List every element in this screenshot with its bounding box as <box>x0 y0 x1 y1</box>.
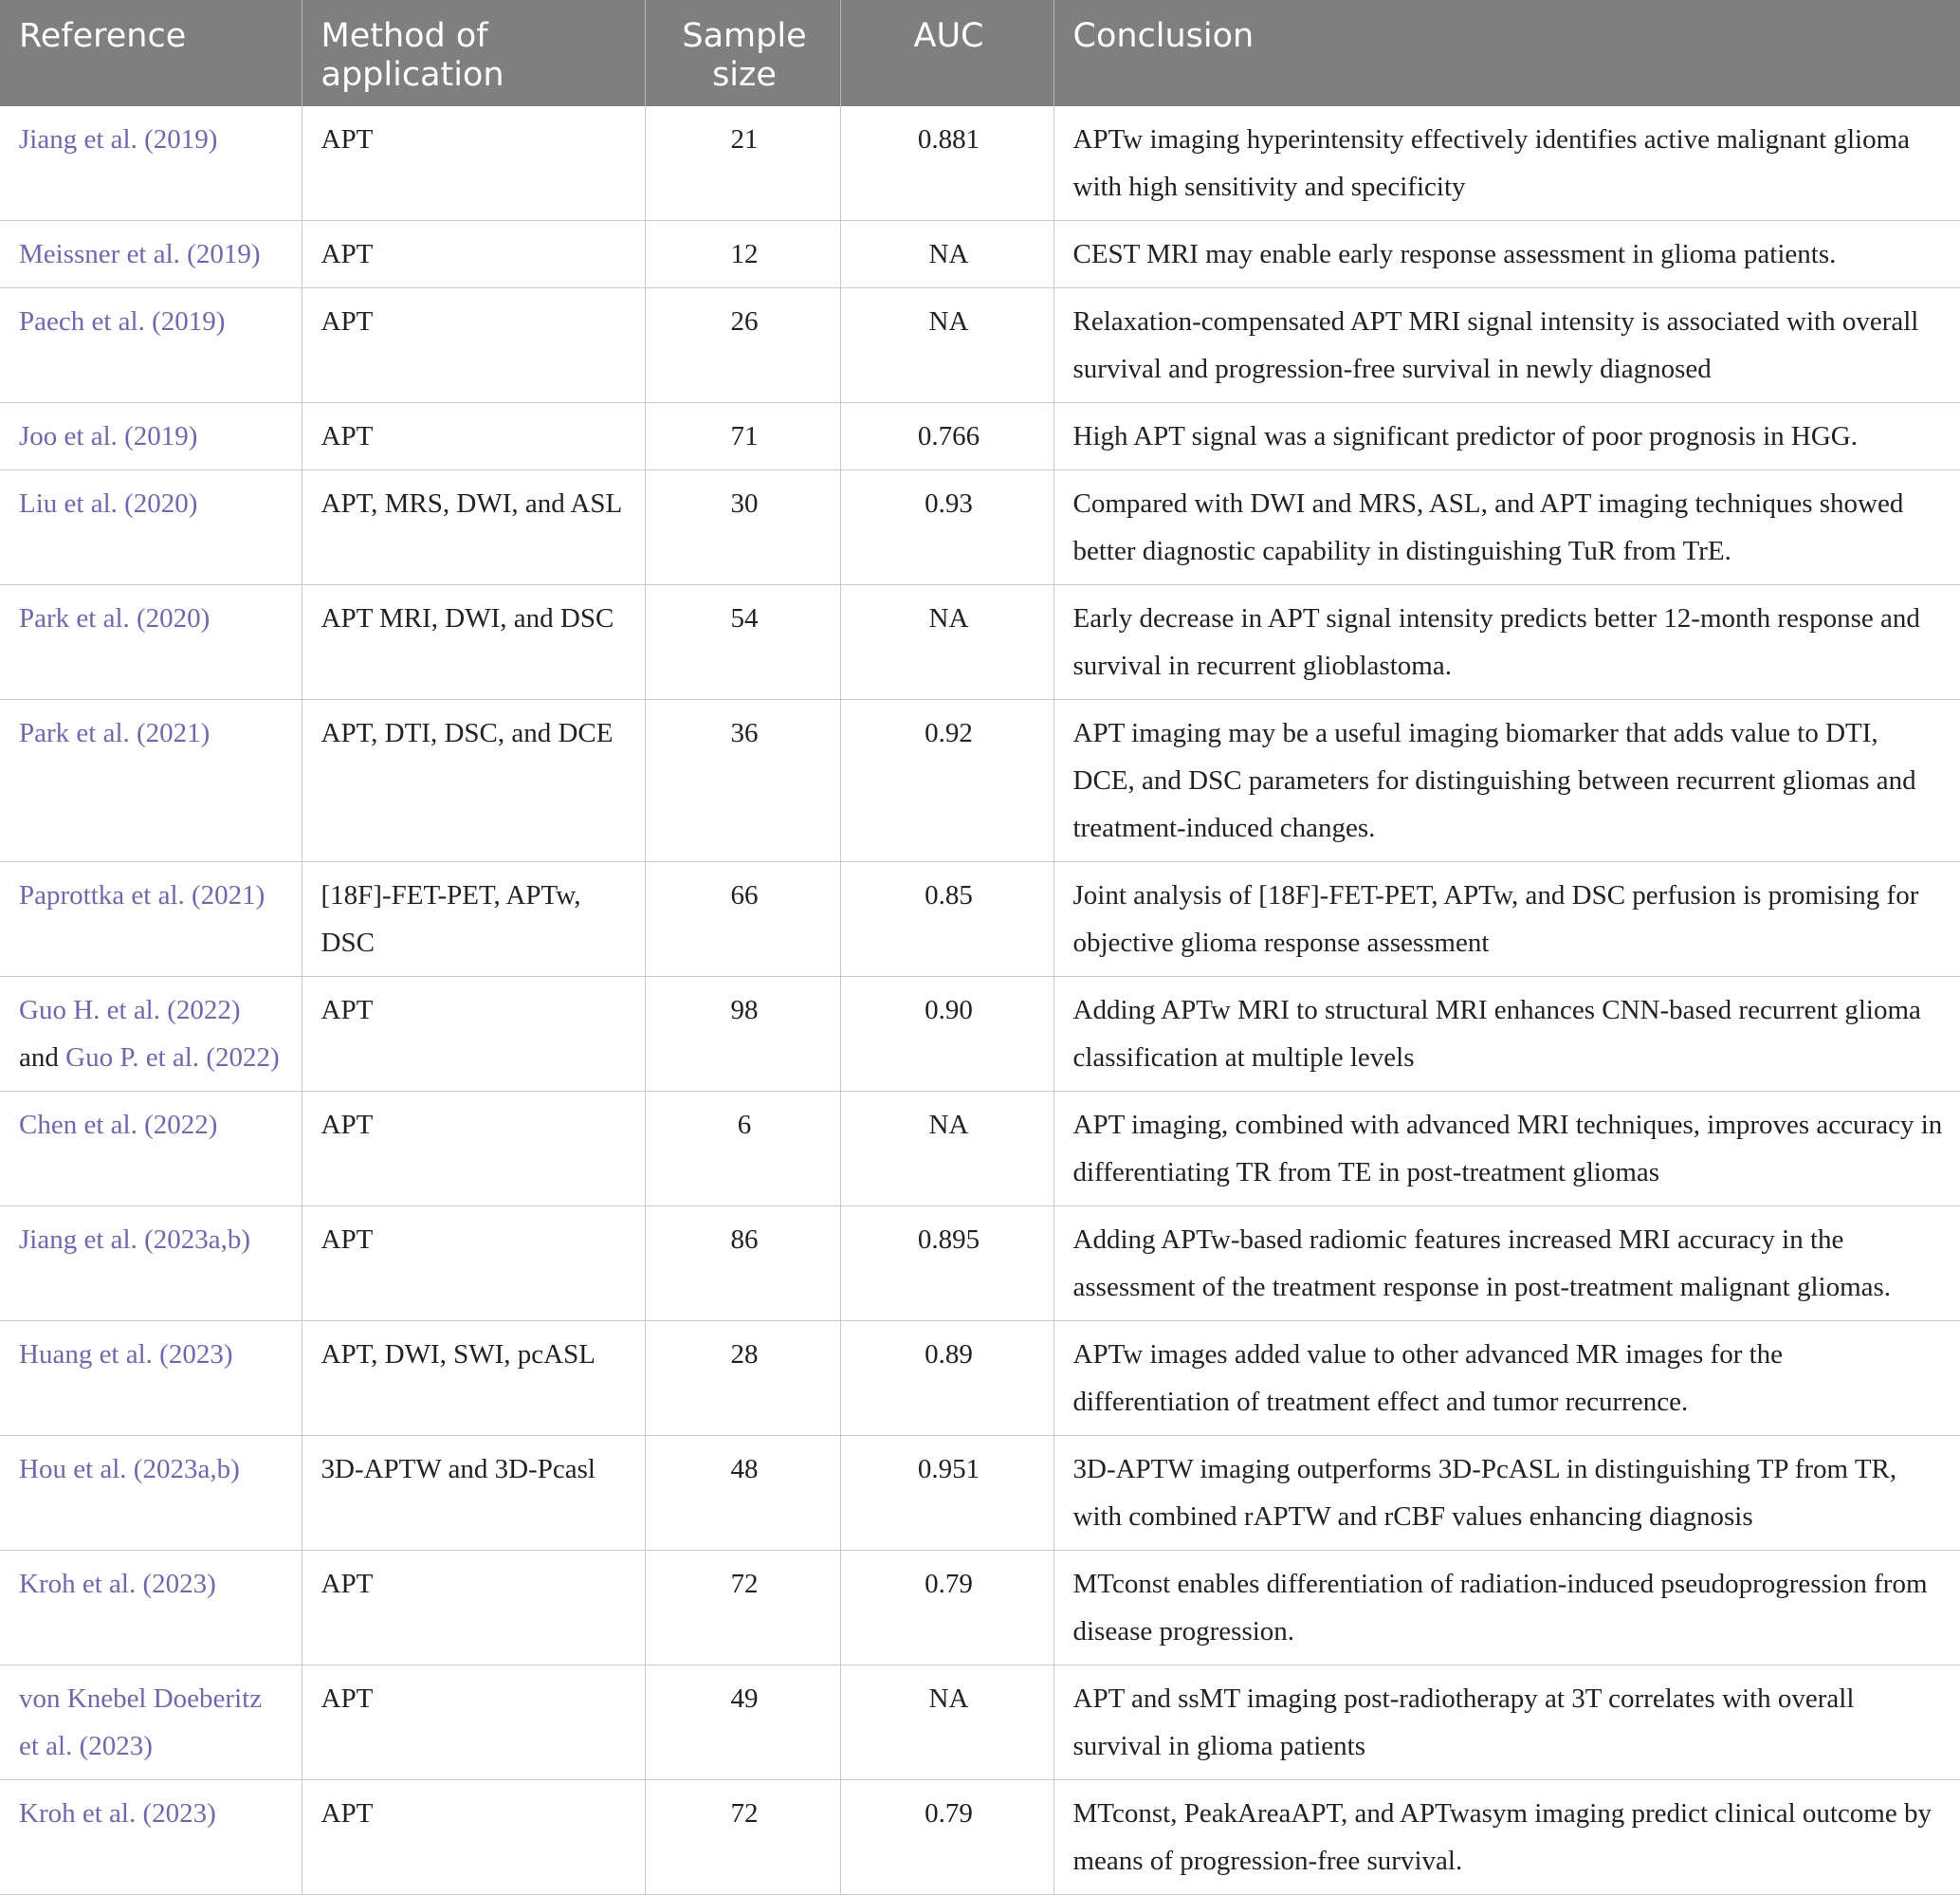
table-row <box>0 1321 1960 1436</box>
cell-reference <box>0 585 302 700</box>
cell-method: APT, DTI, DSC, and DCE <box>302 700 645 862</box>
reference-link[interactable]: von Knebel Doeberitz et al. (2023) <box>19 1683 263 1761</box>
cell-sample-size: 49 <box>645 1665 840 1780</box>
cell-method: [18F]-FET-PET, APTw, DSC <box>302 862 645 977</box>
cell-sample-size: 6 <box>645 1092 840 1206</box>
reference-link[interactable]: Hou et al. (2023a,b) <box>19 1454 240 1484</box>
cell-sample-size: 72 <box>645 1551 840 1665</box>
cell-conclusion: APTw imaging hyperintensity effectively identifies active malignant glioma with high sensitivity and specificity <box>1053 106 1960 221</box>
table-row <box>0 106 1960 221</box>
cell-sample-size: 26 <box>645 288 840 403</box>
cell-auc: 0.92 <box>840 700 1053 862</box>
cell-sample-size: 98 <box>645 977 840 1092</box>
cell-auc: 0.895 <box>840 1206 1053 1321</box>
reference-link[interactable]: Liu et al. (2020) <box>19 488 198 519</box>
table-row <box>0 403 1960 470</box>
cell-reference <box>0 1436 302 1551</box>
cell-sample-size: 28 <box>645 1321 840 1436</box>
cell-auc: NA <box>840 1092 1053 1206</box>
cell-reference <box>0 403 302 470</box>
reference-link[interactable]: Paech et al. (2019) <box>19 306 226 337</box>
cell-reference <box>0 221 302 288</box>
cell-method: APT <box>302 403 645 470</box>
reference-link[interactable]: Jiang et al. (2019) <box>19 124 218 155</box>
cell-reference <box>0 1551 302 1665</box>
reference-link[interactable]: Paprottka et al. (2021) <box>19 880 266 911</box>
table-row <box>0 1780 1960 1895</box>
reference-join-text: and <box>19 1042 59 1073</box>
cell-auc: 0.79 <box>840 1780 1053 1895</box>
cell-reference <box>0 470 302 585</box>
cell-method: APT <box>302 106 645 221</box>
cell-sample-size: 86 <box>645 1206 840 1321</box>
cell-method: APT <box>302 1206 645 1321</box>
cell-conclusion: High APT signal was a significant predictor of poor prognosis in HGG. <box>1053 403 1960 470</box>
table-row <box>0 1551 1960 1665</box>
cell-auc: 0.951 <box>840 1436 1053 1551</box>
cell-conclusion: Early decrease in APT signal intensity predicts better 12-month response and survival in recurrent glioblastoma. <box>1053 585 1960 700</box>
cell-method: APT <box>302 221 645 288</box>
cell-conclusion: APT and ssMT imaging post-radiotherapy at 3T correlates with overall survival in glioma patients <box>1053 1665 1960 1780</box>
cell-auc: 0.79 <box>840 1551 1053 1665</box>
cell-reference <box>0 288 302 403</box>
cell-reference <box>0 1206 302 1321</box>
cell-reference <box>0 1321 302 1436</box>
cell-conclusion: MTconst, PeakAreaAPT, and APTwasym imaging predict clinical outcome by means of progression-free survival. <box>1053 1780 1960 1895</box>
reference-link[interactable]: Huang et al. (2023) <box>19 1339 233 1370</box>
cell-reference <box>0 977 302 1092</box>
table-row <box>0 470 1960 585</box>
header-sample-size: Sample size <box>645 0 840 106</box>
cell-conclusion: APT imaging may be a useful imaging biomarker that adds value to DTI, DCE, and DSC parameters for distinguishing between recurrent gliomas and treatment-induced changes. <box>1053 700 1960 862</box>
header-method: Method of application <box>302 0 645 106</box>
cell-auc: 0.89 <box>840 1321 1053 1436</box>
reference-link[interactable]: Jiang et al. (2023a,b) <box>19 1224 251 1255</box>
cell-method: APT, MRS, DWI, and ASL <box>302 470 645 585</box>
cell-sample-size: 71 <box>645 403 840 470</box>
cell-reference <box>0 862 302 977</box>
table-row <box>0 221 1960 288</box>
cell-auc: 0.85 <box>840 862 1053 977</box>
cell-method: APT <box>302 1780 645 1895</box>
cell-conclusion: Compared with DWI and MRS, ASL, and APT imaging techniques showed better diagnostic capability in distinguishing TuR from TrE. <box>1053 470 1960 585</box>
cell-sample-size: 66 <box>645 862 840 977</box>
table-row <box>0 1665 1960 1780</box>
cell-method: APT <box>302 1665 645 1780</box>
header-reference: Reference <box>0 0 302 106</box>
cell-conclusion: 3D-APTW imaging outperforms 3D-PcASL in distinguishing TP from TR, with combined rAPTW and rCBF values enhancing diagnosis <box>1053 1436 1960 1551</box>
reference-link[interactable]: Chen et al. (2022) <box>19 1110 218 1140</box>
cell-conclusion: APTw images added value to other advanced MR images for the differentiation of treatment effect and tumor recurrence. <box>1053 1321 1960 1436</box>
cell-sample-size: 54 <box>645 585 840 700</box>
cell-auc: NA <box>840 288 1053 403</box>
cell-conclusion: Adding APTw MRI to structural MRI enhances CNN-based recurrent glioma classification at multiple levels <box>1053 977 1960 1092</box>
cell-sample-size: 48 <box>645 1436 840 1551</box>
cell-conclusion: MTconst enables differentiation of radiation-induced pseudoprogression from disease progression. <box>1053 1551 1960 1665</box>
table-row <box>0 1436 1960 1551</box>
cell-sample-size: 12 <box>645 221 840 288</box>
cell-sample-size: 21 <box>645 106 840 221</box>
cell-reference <box>0 700 302 862</box>
cell-auc: 0.90 <box>840 977 1053 1092</box>
cell-auc: NA <box>840 585 1053 700</box>
cell-conclusion: Relaxation-compensated APT MRI signal intensity is associated with overall survival and progression-free survival in newly diagnosed <box>1053 288 1960 403</box>
cell-sample-size: 30 <box>645 470 840 585</box>
cell-method: APT <box>302 288 645 403</box>
reference-link[interactable]: Joo et al. (2019) <box>19 421 198 451</box>
cell-method: APT, DWI, SWI, pcASL <box>302 1321 645 1436</box>
cell-sample-size: 36 <box>645 700 840 862</box>
cell-auc: NA <box>840 1665 1053 1780</box>
header-row <box>0 0 1960 106</box>
cell-conclusion: CEST MRI may enable early response assessment in glioma patients. <box>1053 221 1960 288</box>
reference-link[interactable]: Kroh et al. (2023) <box>19 1798 216 1829</box>
cell-reference <box>0 106 302 221</box>
reference-link[interactable]: Guo P. et al. (2022) <box>65 1042 280 1073</box>
reference-link[interactable]: Meissner et al. (2019) <box>19 239 261 269</box>
table-header <box>0 0 1960 106</box>
cell-conclusion: Adding APTw-based radiomic features increased MRI accuracy in the assessment of the treatment response in post-treatment malignant gliomas. <box>1053 1206 1960 1321</box>
table-row <box>0 700 1960 862</box>
table-row <box>0 977 1960 1092</box>
cell-sample-size: 72 <box>645 1780 840 1895</box>
cell-method: 3D-APTW and 3D-Pcasl <box>302 1436 645 1551</box>
table-row <box>0 862 1960 977</box>
table-row <box>0 1092 1960 1206</box>
cell-reference <box>0 1780 302 1895</box>
cell-reference <box>0 1092 302 1206</box>
cell-reference <box>0 1665 302 1780</box>
header-conclusion: Conclusion <box>1053 0 1960 106</box>
cell-auc: 0.881 <box>840 106 1053 221</box>
cell-method: APT <box>302 1551 645 1665</box>
table-row <box>0 585 1960 700</box>
table-body <box>0 106 1960 1895</box>
table-row <box>0 288 1960 403</box>
cell-conclusion: APT imaging, combined with advanced MRI techniques, improves accuracy in differentiating TR from TE in post-treatment gliomas <box>1053 1092 1960 1206</box>
cell-method: APT MRI, DWI, and DSC <box>302 585 645 700</box>
cell-conclusion: Joint analysis of [18F]-FET-PET, APTw, and DSC perfusion is promising for objective glioma response assessment <box>1053 862 1960 977</box>
header-auc: AUC <box>840 0 1053 106</box>
table-row <box>0 1206 1960 1321</box>
cell-auc: NA <box>840 221 1053 288</box>
cell-method: APT <box>302 1092 645 1206</box>
reference-link[interactable]: Park et al. (2021) <box>19 718 211 748</box>
cell-auc: 0.93 <box>840 470 1053 585</box>
reference-link[interactable]: Park et al. (2020) <box>19 603 211 634</box>
reference-link[interactable]: Kroh et al. (2023) <box>19 1569 216 1599</box>
cell-method: APT <box>302 977 645 1092</box>
reference-link[interactable]: Guo H. et al. (2022) <box>19 995 241 1025</box>
cell-auc: 0.766 <box>840 403 1053 470</box>
